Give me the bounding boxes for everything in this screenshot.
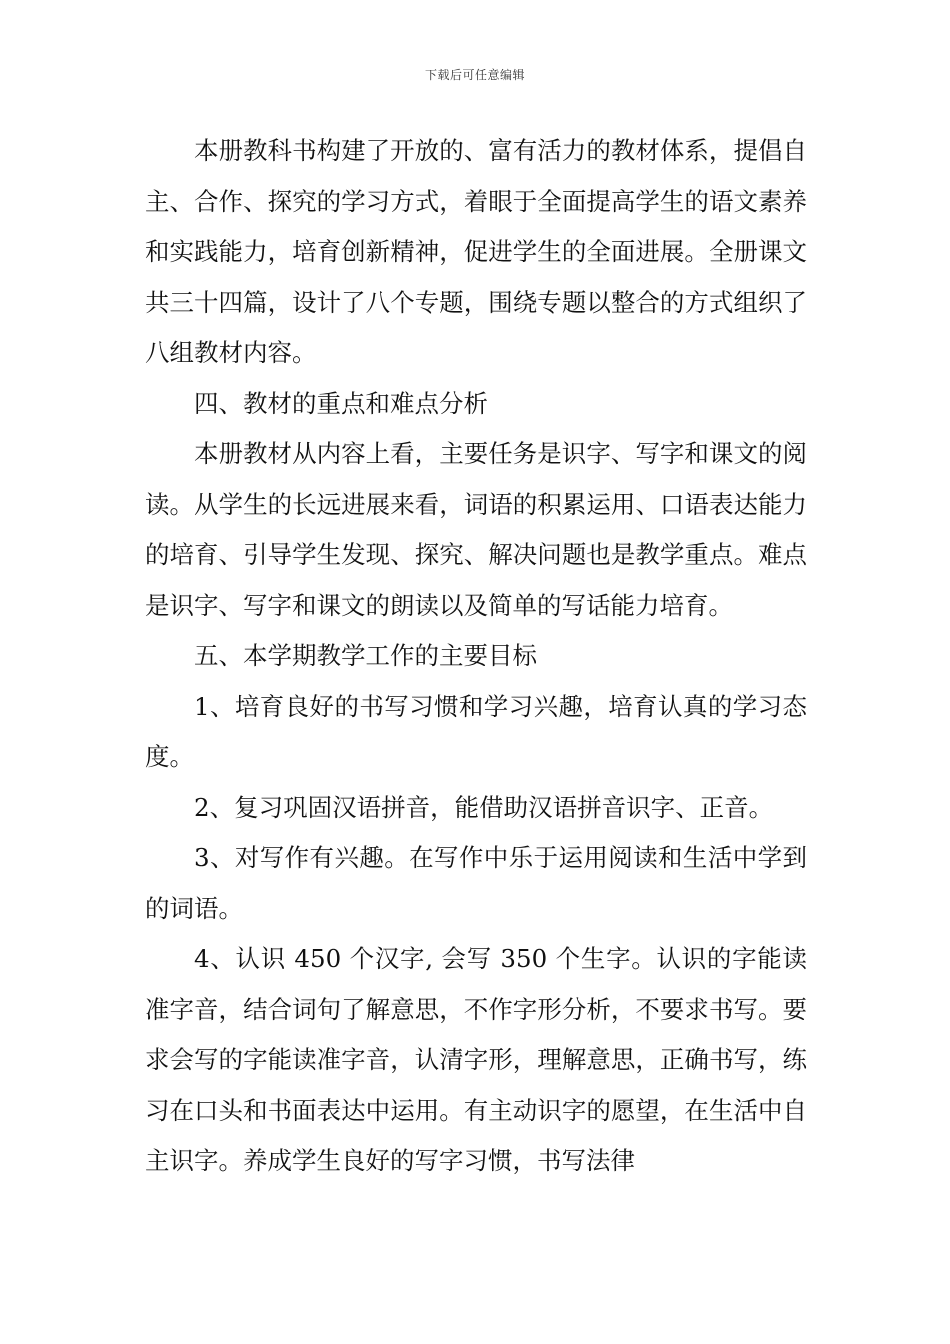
- goal-item-3: 3、对写作有兴趣。在写作中乐于运用阅读和生活中学到的词语。: [145, 843, 807, 923]
- goal-item-2: 2、复习巩固汉语拼音，能借助汉语拼音识字、正音。: [194, 792, 774, 822]
- paragraph-textbook-overview: 本册教科书构建了开放的、富有活力的教材体系，提倡自主、合作、探究的学习方式，着眼于全面提高学生的语文素养和实践能力，培育创新精神，促进学生的全面进展。全册课文共三十四篇，设计了八个专题，围绕专题以整合的方式组织了八组教材内容。: [145, 136, 807, 367]
- page-header-note: 下载后可任意编辑: [424, 68, 525, 82]
- goal-item-1: 1、培育良好的书写习惯和学习兴趣，培育认真的学习态度。: [145, 691, 807, 771]
- document-body: [145, 126, 807, 1187]
- goal-item-4: 4、认识 450 个汉字, 会写 350 个生字。认识的字能读准字音，结合词句了解意思，不作字形分析，不要求书写。要求会写的字能读准字音，认清字形，理解意思，正确书写，练习在口头和书面表达中运用。有主动识字的愿望，在生活中自主识字。养成学生良好的写字习惯，书写法律: [145, 944, 807, 1175]
- section-heading-goals: 五、本学期教学工作的主要目标: [194, 641, 537, 670]
- section-heading-key-points: 四、教材的重点和难点分析: [194, 388, 488, 418]
- paragraph-key-points: 本册教材从内容上看，主要任务是识字、写字和课文的阅读。从学生的长远进展来看，词语的积累运用、口语表达能力的培育、引导学生发现、探究、解决问题也是教学重点。难点是识字、写字和课文的朗读以及简单的写话能力培育。: [145, 439, 807, 620]
